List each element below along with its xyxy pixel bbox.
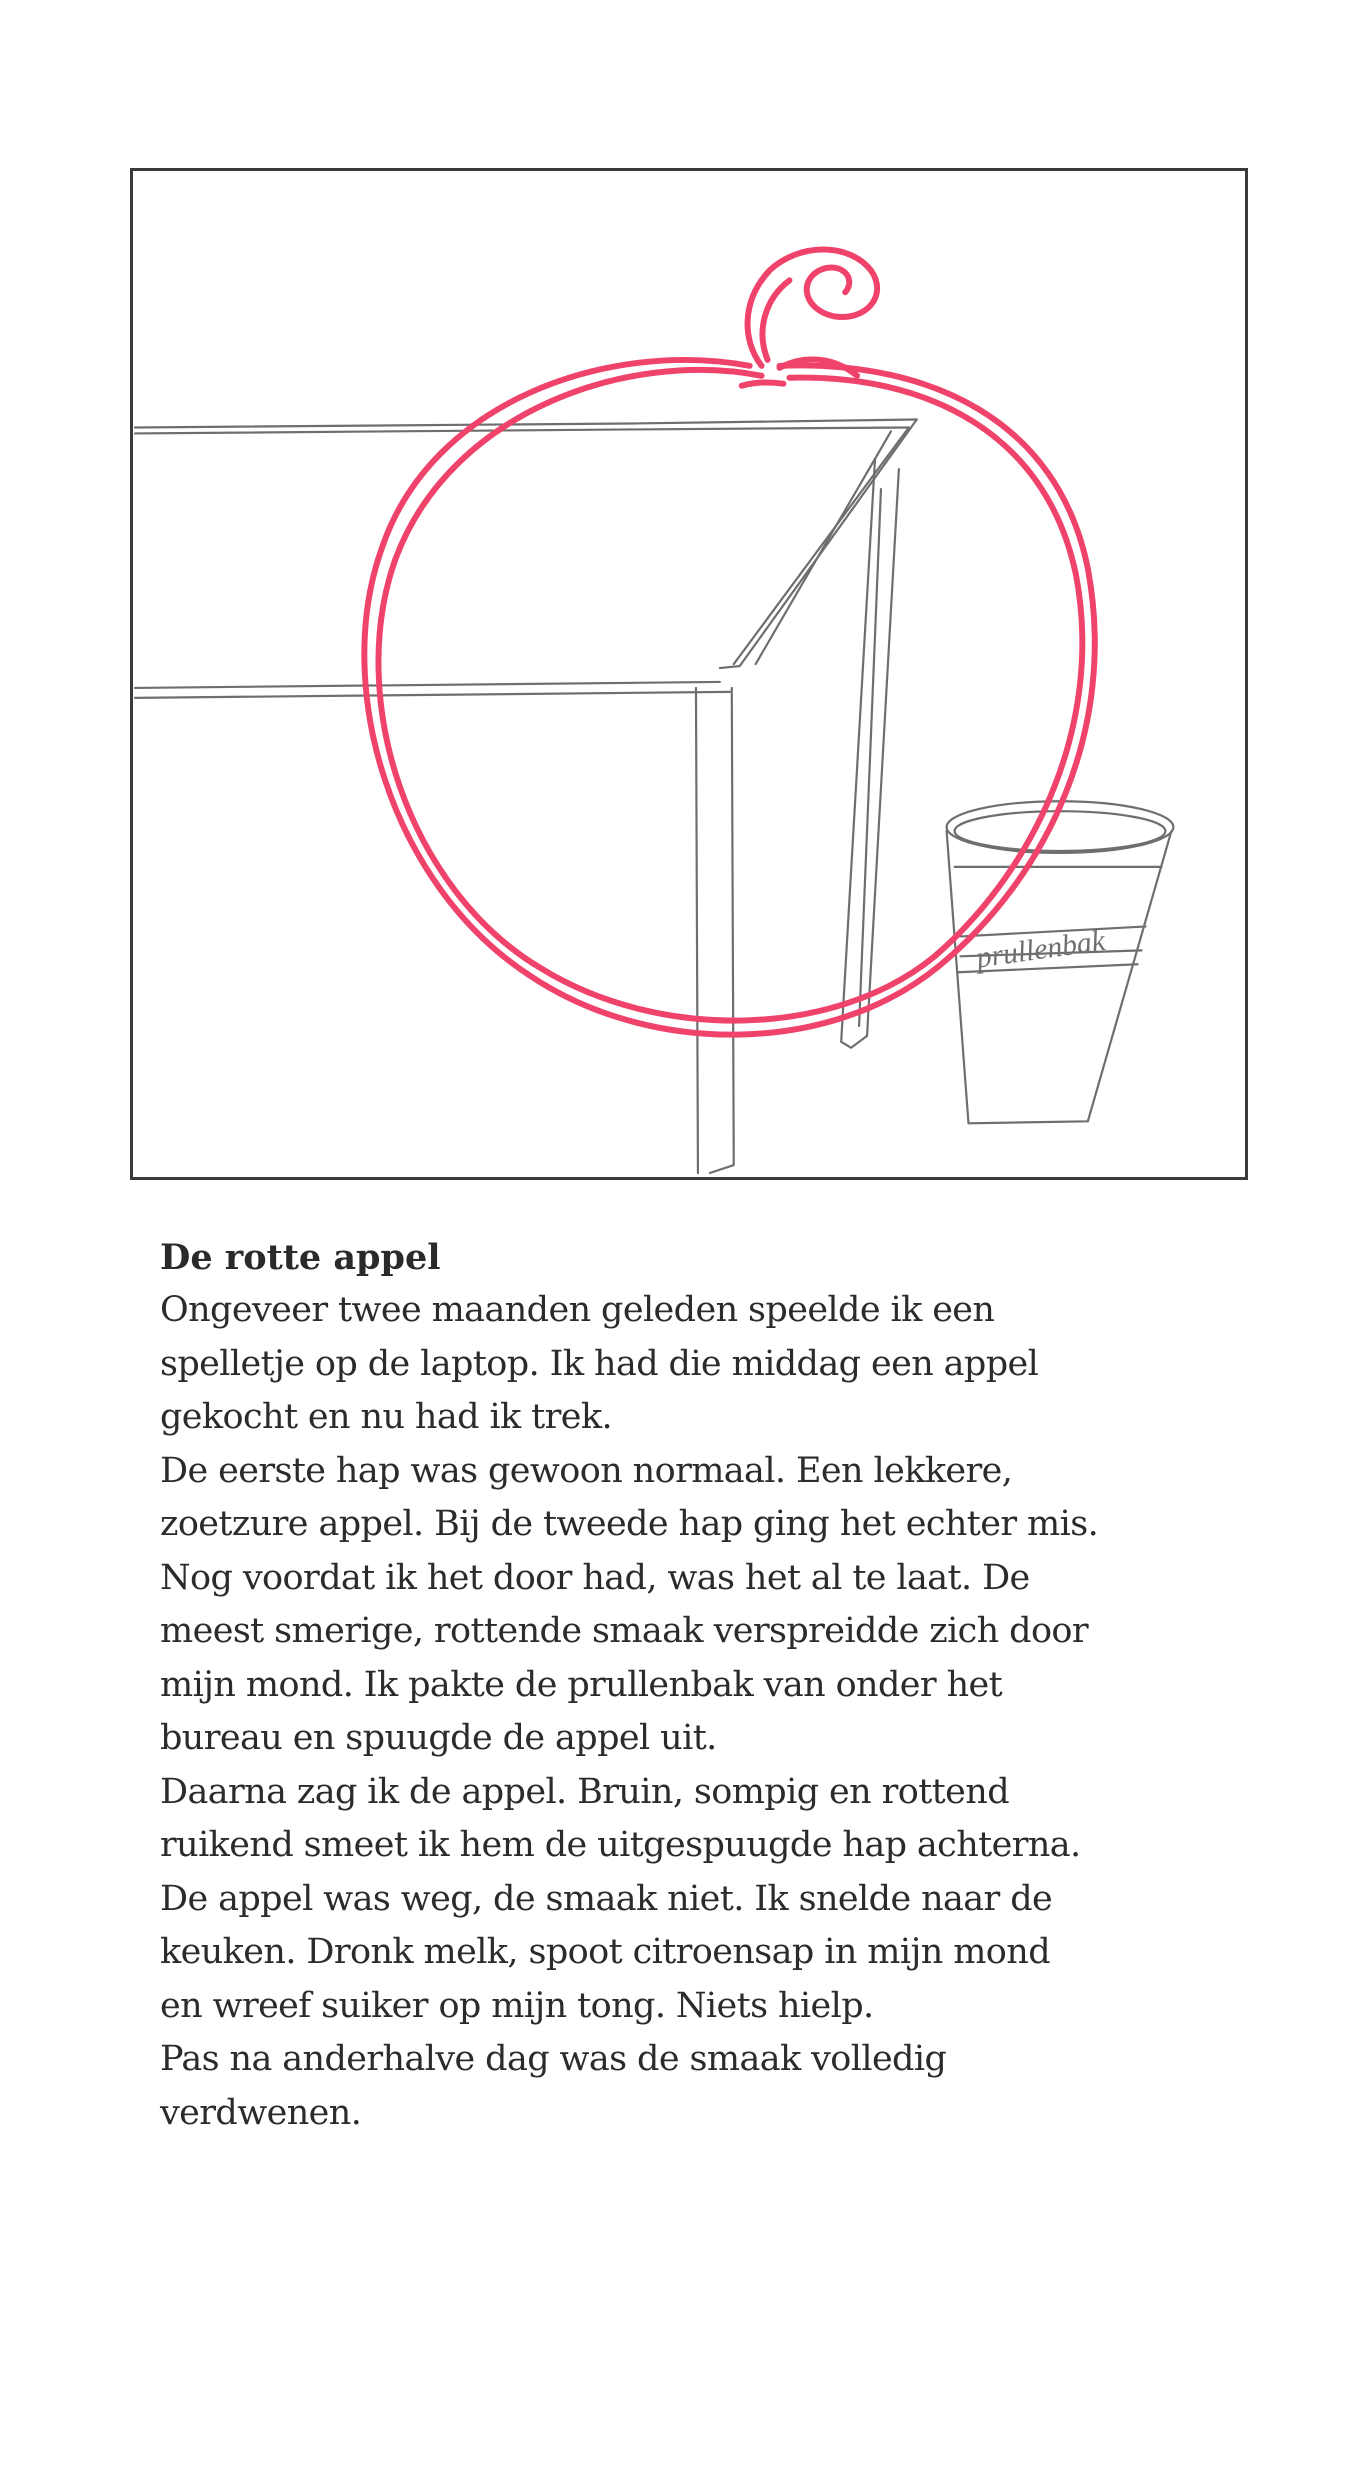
desk-front-leg — [696, 688, 698, 1173]
story-line: De eerste hap was gewoon normaal. Een lekkere, — [160, 1450, 1013, 1491]
illustration-frame — [130, 168, 1248, 1180]
story-title: De rotte appel — [160, 1237, 441, 1278]
trash-can-label: prullenbak — [974, 923, 1107, 975]
story-body — [160, 1284, 1260, 2140]
story-line: gekocht en nu had ik trek. — [160, 1397, 613, 1437]
story-line: keuken. Dronk melk, spoot citroensap in mijn mond — [160, 1932, 1051, 1972]
desk-top-far-edge — [135, 420, 917, 428]
apple-outline — [364, 360, 1094, 1035]
story-line: spelletje op de laptop. Ik had die middag een appel — [160, 1343, 1039, 1384]
pencil-drawing — [133, 171, 1245, 1177]
story-line: meest smerige, rottende smaak verspreidde zich door — [160, 1611, 1089, 1651]
story-line: mijn mond. Ik pakte de prullenbak van onder het — [160, 1664, 1003, 1705]
story-line: verdwenen. — [160, 2092, 362, 2133]
story-line: Pas na anderhalve dag was de smaak volledig — [160, 2039, 947, 2079]
apple — [364, 250, 1094, 1035]
story-line: Nog voordat ik het door had, was het al te laat. De — [160, 1557, 1030, 1598]
story-line: en wreef suiker op mijn tong. Niets hielp. — [160, 1985, 874, 2026]
story-line: zoetzure appel. Bij de tweede hap ging het echter mis. — [160, 1504, 1099, 1544]
story-line: Ongeveer twee maanden geleden speelde ik een — [160, 1290, 995, 1330]
story-line: De appel was weg, de smaak niet. Ik snelde naar de — [160, 1878, 1053, 1919]
story-line: bureau en spuugde de appel uit. — [160, 1718, 717, 1758]
story — [160, 1232, 1260, 2140]
story-line: Daarna zag ik de appel. Bruin, sompig en rottend — [160, 1771, 1010, 1812]
story-line: ruikend smeet ik hem de uitgespuugde hap achterna. — [160, 1825, 1081, 1865]
desk-front-edge — [135, 682, 720, 688]
